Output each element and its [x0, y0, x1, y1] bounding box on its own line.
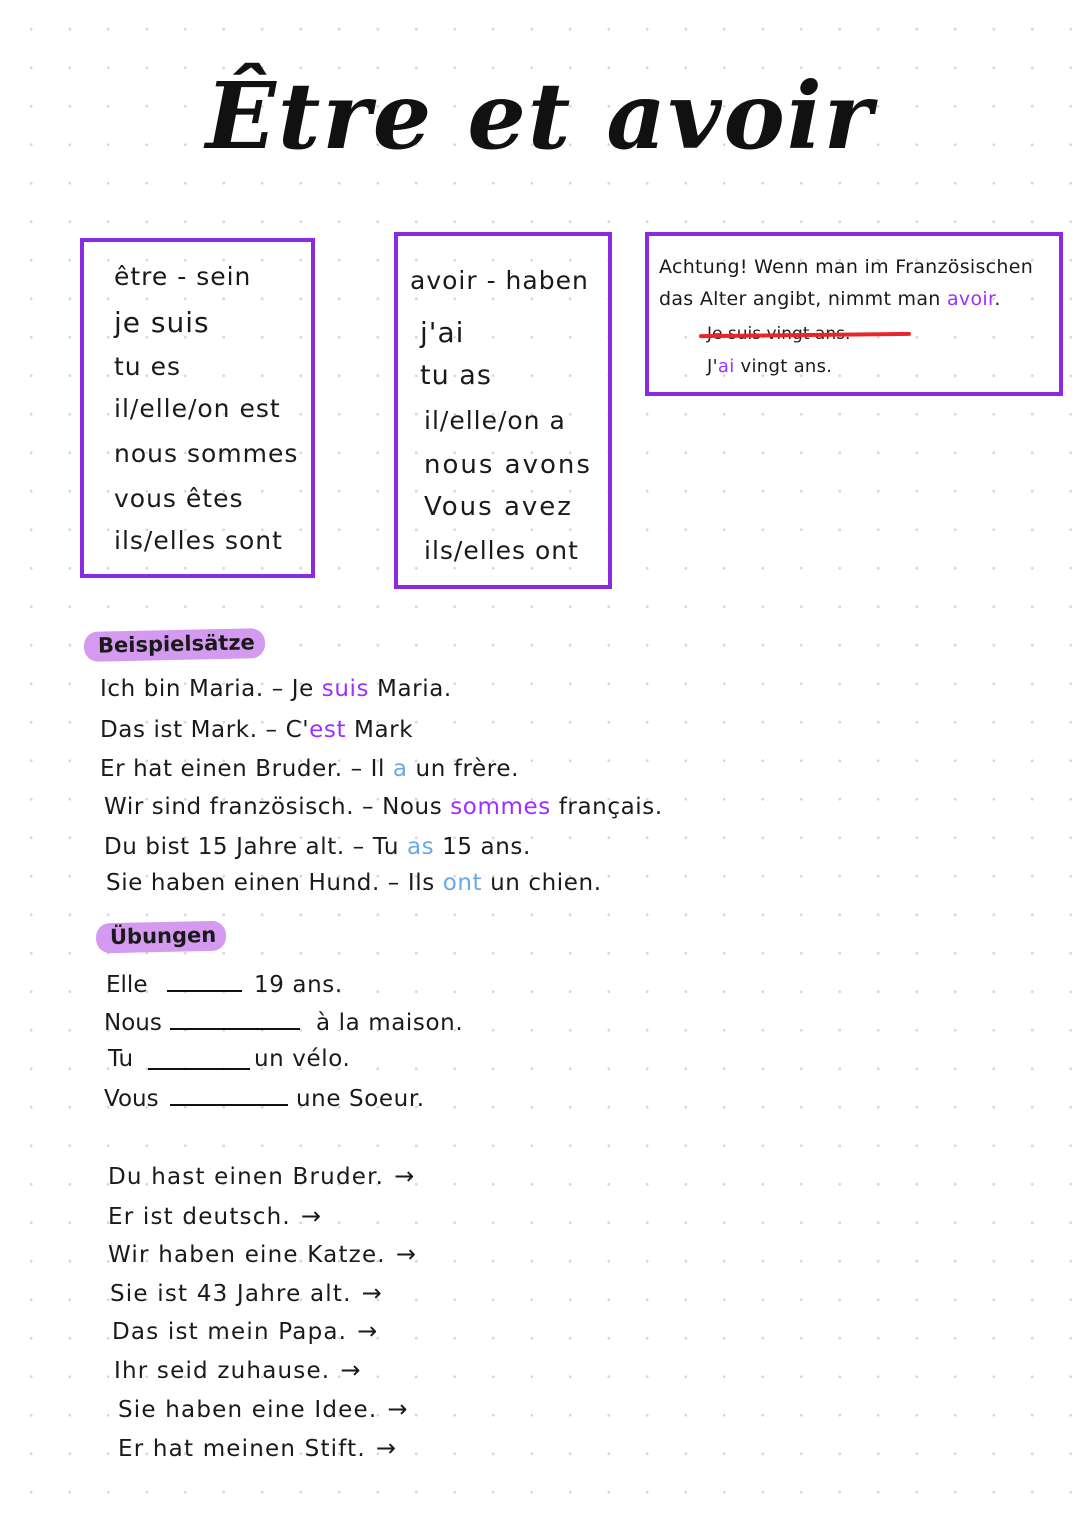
exercise-rest: 19 ans.	[254, 972, 343, 998]
example-sentence: Ich bin Maria. – Je suis Maria.	[100, 676, 452, 702]
french-prefix: Je	[291, 676, 322, 702]
french-prefix: Tu	[372, 834, 407, 860]
german-sentence: Wir sind französisch.	[104, 794, 355, 820]
verb-highlight: est	[309, 717, 347, 743]
translation-sentence: Wir haben eine Katze.	[108, 1242, 386, 1268]
translation-item	[118, 1434, 397, 1462]
note-line-2-end: .	[994, 288, 1001, 310]
french-prefix: C'	[285, 717, 310, 743]
verb-highlight: suis	[321, 676, 370, 702]
translation-sentence: Sie haben eine Idee.	[118, 1397, 378, 1423]
avoir-form: j'ai	[420, 316, 465, 349]
avoir-form: il/elle/on a	[424, 406, 566, 435]
etre-form: vous êtes	[114, 484, 244, 513]
example-sentence: Er hat einen Bruder. – Il a un frère.	[100, 756, 520, 782]
translation-sentence: Ihr seid zuhause.	[114, 1358, 331, 1384]
arrow-right-icon: →	[361, 1279, 383, 1307]
correct-example-verb: ai	[717, 356, 735, 377]
exercise-rest: un vélo.	[254, 1046, 351, 1072]
verb-highlight: ont	[442, 870, 483, 896]
arrow-right-icon: →	[375, 1434, 398, 1462]
translation-item	[114, 1356, 362, 1384]
exercise-subject: Elle	[106, 972, 148, 998]
translation-sentence: Er hat meinen Stift.	[118, 1436, 366, 1462]
french-suffix: un frère.	[407, 756, 520, 782]
example-sentence: Das ist Mark. – C'est Mark	[100, 717, 414, 743]
example-sentence: Sie haben einen Hund. – Ils ont un chien.	[106, 870, 602, 896]
page-title: Être et avoir	[205, 62, 875, 170]
exercise-subject: Vous	[104, 1086, 159, 1112]
avoir-conjugation-box	[394, 232, 612, 589]
german-sentence: Ich bin Maria.	[100, 676, 264, 702]
german-sentence: Das ist Mark.	[100, 717, 258, 743]
correct-example	[707, 356, 832, 377]
german-sentence: Sie haben einen Hund.	[106, 870, 380, 896]
age-note-box	[645, 232, 1063, 396]
avoir-form: Vous avez	[424, 492, 573, 522]
french-suffix: 15 ans.	[434, 834, 531, 860]
arrow-right-icon: →	[394, 1162, 416, 1190]
arrow-right-icon: →	[387, 1395, 409, 1423]
note-line-2-text: das Alter angibt, nimmt man	[659, 288, 947, 310]
example-sentence: Wir sind französisch. – Nous sommes français.	[104, 794, 663, 820]
exercise-subject: Tu	[108, 1046, 134, 1072]
note-line-1: Achtung! Wenn man im Französischen	[659, 256, 1034, 278]
answer-blank[interactable]	[170, 1104, 288, 1106]
exercise-subject: Nous	[104, 1010, 162, 1036]
note-highlight-avoir: avoir	[946, 288, 995, 310]
translation-item	[108, 1162, 415, 1190]
translation-item	[110, 1279, 383, 1307]
french-prefix: Il	[370, 756, 393, 782]
etre-conjugation-box	[80, 238, 315, 578]
etre-form: nous sommes	[114, 439, 299, 468]
french-suffix: Maria.	[369, 676, 452, 702]
french-suffix: un chien.	[482, 870, 602, 896]
verb-highlight: as	[406, 834, 435, 860]
french-suffix: Mark	[346, 717, 414, 743]
answer-blank[interactable]	[148, 1068, 250, 1070]
verb-highlight: sommes	[450, 794, 551, 820]
exercises-heading: Übungen	[96, 921, 227, 954]
german-sentence: Du bist 15 Jahre alt.	[104, 834, 345, 860]
note-line-2	[659, 288, 1001, 310]
translation-item	[108, 1202, 322, 1230]
avoir-form: nous avons	[424, 450, 592, 480]
etre-form: ils/elles sont	[114, 526, 283, 555]
correct-example-rest: vingt ans.	[734, 356, 833, 377]
arrow-right-icon: →	[300, 1202, 323, 1230]
avoir-form: ils/elles ont	[424, 536, 579, 565]
etre-form: je suis	[114, 306, 210, 339]
translation-item	[118, 1395, 409, 1423]
etre-form: il/elle/on est	[114, 394, 281, 423]
correct-example-j: J'	[707, 356, 718, 377]
exercise-rest: à la maison.	[316, 1010, 464, 1036]
translation-sentence: Das ist mein Papa.	[112, 1319, 348, 1345]
translation-sentence: Er ist deutsch.	[108, 1204, 291, 1230]
examples-heading: Beispielsätze	[84, 628, 265, 662]
arrow-right-icon: →	[340, 1356, 362, 1384]
translation-item	[112, 1317, 378, 1345]
answer-blank[interactable]	[167, 990, 242, 992]
verb-highlight: a	[392, 756, 408, 782]
example-sentence: Du bist 15 Jahre alt. – Tu as 15 ans.	[104, 834, 531, 860]
avoir-heading: avoir - haben	[410, 266, 589, 295]
translation-item	[108, 1240, 417, 1268]
translation-sentence: Du hast einen Bruder.	[108, 1164, 385, 1190]
french-suffix: français.	[550, 794, 663, 820]
exercise-rest: une Soeur.	[296, 1086, 425, 1112]
german-sentence: Er hat einen Bruder.	[100, 756, 343, 782]
etre-form: tu es	[114, 352, 181, 381]
avoir-form: tu as	[420, 360, 492, 391]
answer-blank[interactable]	[170, 1028, 300, 1030]
french-prefix: Ils	[407, 870, 443, 896]
arrow-right-icon: →	[395, 1240, 418, 1268]
translation-sentence: Sie ist 43 Jahre alt.	[110, 1281, 352, 1307]
arrow-right-icon: →	[357, 1317, 379, 1345]
etre-heading: être - sein	[114, 262, 252, 291]
french-prefix: Nous	[382, 794, 451, 820]
